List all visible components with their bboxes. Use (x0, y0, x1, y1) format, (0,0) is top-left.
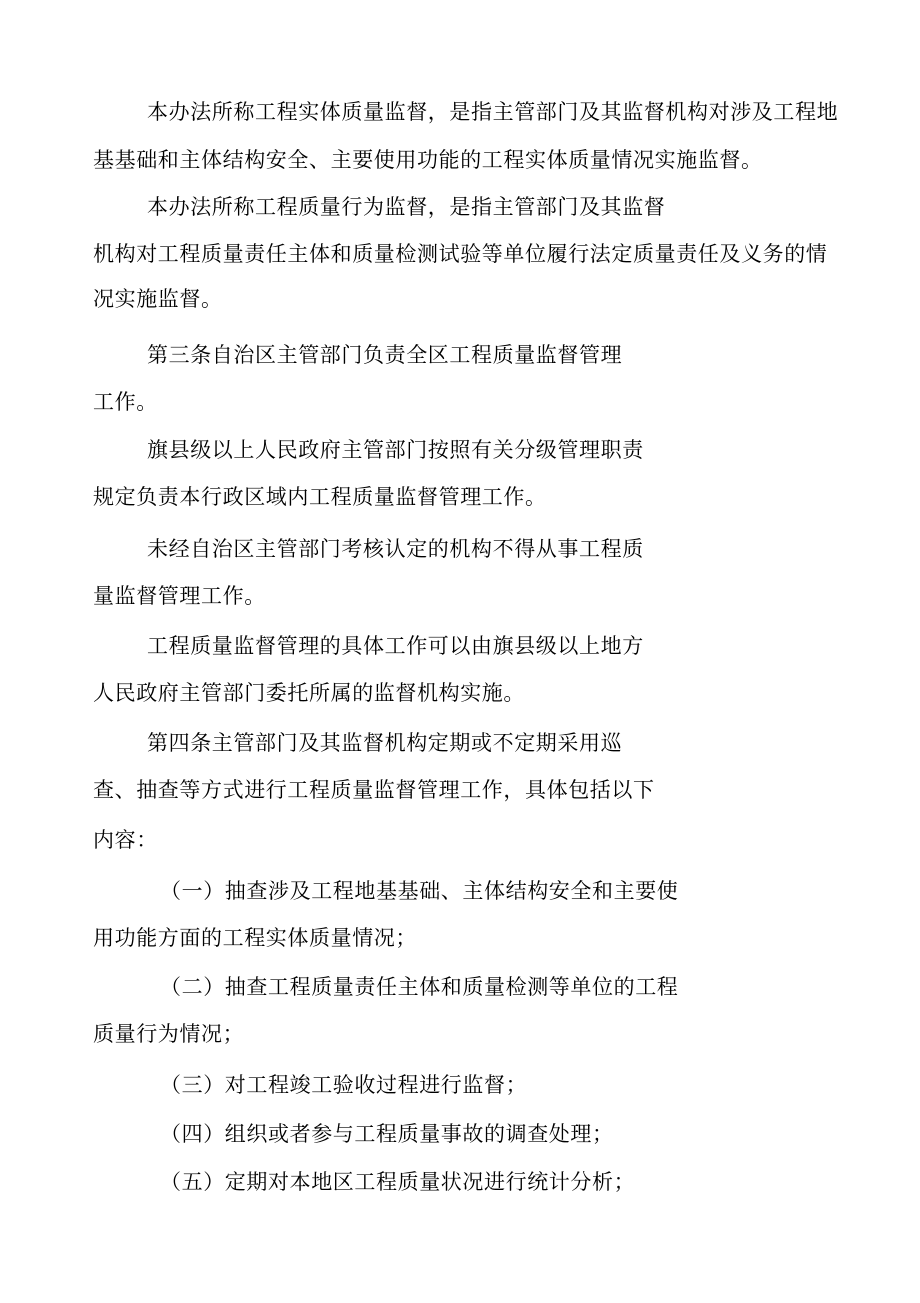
text-line: 基基础和主体结构安全、主要使用功能的工程实体质量情况实施监督。 (93, 148, 763, 172)
text-line: 人民政府主管部门委托所属的监督机构实施。 (93, 681, 525, 705)
text-line: 况实施监督。 (93, 287, 223, 311)
text-line: 旗县级以上人民政府主管部门按照有关分级管理职责 (147, 438, 644, 462)
text-line: 机构对工程质量责任主体和质量检测试验等单位履行法定质量责任及义务的情 (93, 242, 828, 266)
text-line: （二）抽查工程质量责任主体和质量检测等单位的工程 (160, 975, 679, 999)
text-line: （五）定期对本地区工程质量状况进行统计分析； (160, 1170, 636, 1194)
text-line: （四）组织或者参与工程质量事故的调查处理； (160, 1122, 614, 1146)
text-line: 内容： (93, 828, 158, 852)
text-line: 工程质量监督管理的具体工作可以由旗县级以上地方 (147, 634, 644, 658)
text-line: 未经自治区主管部门考核认定的机构不得从事工程质 (147, 537, 644, 561)
text-line: 工作。 (93, 390, 158, 414)
text-line: 量监督管理工作。 (93, 584, 266, 608)
text-line: 用功能方面的工程实体质量情况； (93, 926, 417, 950)
text-line: （一）抽查涉及工程地基基础、主体结构安全和主要使 (160, 879, 679, 903)
text-line: 本办法所称工程实体质量监督，是指主管部门及其监督机构对涉及工程地 (147, 100, 839, 124)
text-line: 第四条主管部门及其监督机构定期或不定期采用巡 (147, 731, 623, 755)
text-line: 规定负责本行政区域内工程质量监督管理工作。 (93, 485, 547, 509)
text-line: 本办法所称工程质量行为监督，是指主管部门及其监督 (147, 195, 666, 219)
text-line: 质量行为情况； (93, 1022, 245, 1046)
text-line: 查、抽查等方式进行工程质量监督管理工作，具体包括以下 (93, 778, 655, 802)
text-line: 第三条自治区主管部门负责全区工程质量监督管理 (147, 343, 623, 367)
text-line: （三）对工程竣工验收过程进行监督； (160, 1073, 528, 1097)
